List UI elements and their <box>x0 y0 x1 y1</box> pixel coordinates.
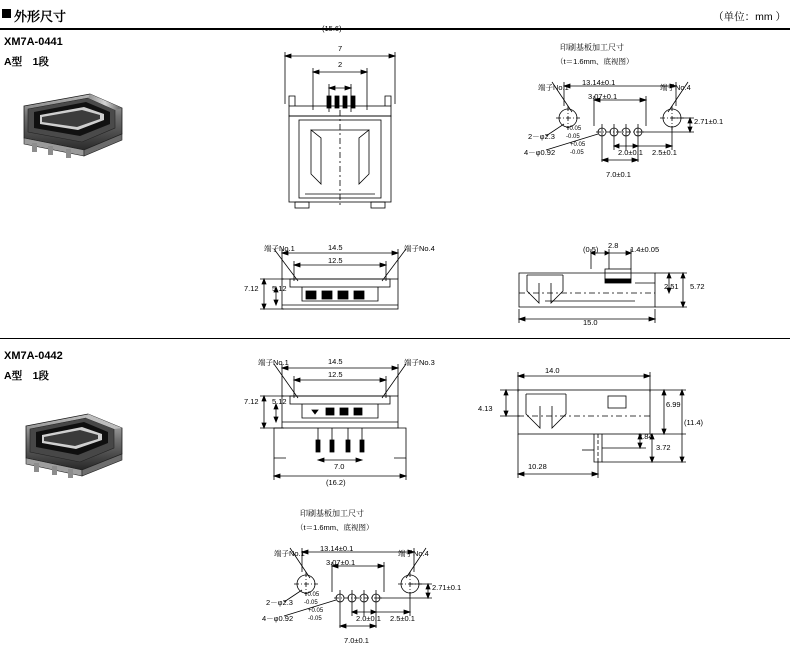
connector-photo-1 <box>18 88 128 163</box>
side-dim-5-72-1: 5.72 <box>690 282 705 291</box>
pcb-hole-small-tol-minus-2: -0.05 <box>308 616 322 622</box>
side-dim-0-5-1: (0.5) <box>583 245 599 254</box>
dim-front-1-c: 2 <box>338 60 343 69</box>
part-number-2: XM7A-0442 <box>4 350 63 362</box>
pcb-title-2: 印刷基板加工尺寸 <box>300 509 364 518</box>
pcb-label-no4-2: 端子No.4 <box>398 549 429 558</box>
top-label-no1-2: 端子No.1 <box>258 358 289 367</box>
connector-photo-2 <box>18 410 128 482</box>
pcb-dim-7-0-1: 7.0±0.1 <box>606 170 631 179</box>
pcb-dim-2-71-2: 2.71±0.1 <box>432 583 462 592</box>
pcb-subtitle-1: （t＝1.6mm、底视图） <box>556 57 634 66</box>
side-dim-3-72-2: 3.72 <box>656 443 671 452</box>
pcb-hole-small-tol-plus-1: +0.05 <box>570 142 586 148</box>
dim-front-1-a: (15.6) <box>322 24 342 33</box>
part-type-2: A型 1段 <box>4 370 49 382</box>
part-type-1: A型 1段 <box>4 56 49 68</box>
part-number-1: XM7A-0441 <box>4 36 63 48</box>
pcb-dim-2-0-2: 2.0±0.1 <box>356 614 381 623</box>
top-dim-12-5-1: 12.5 <box>328 256 343 265</box>
pcb-dim-13-14-1: 13.14±0.1 <box>582 78 616 87</box>
side-dim-6-99-2: 6.99 <box>666 400 681 409</box>
pcb-dim-7-0-2: 7.0±0.1 <box>344 636 369 645</box>
pcb-subtitle-2: （t＝1.6mm、底视图） <box>296 523 374 532</box>
pcb-hole-big-tol-plus-1: +0.05 <box>566 126 582 132</box>
pcb-dim-3-07-2: 3.07±0.1 <box>326 558 356 567</box>
top-dim-5-12-2: 5.12 <box>272 397 287 406</box>
top-dim-7-0-2: 7.0 <box>334 462 345 471</box>
square-bullet-icon <box>2 9 11 18</box>
pcb-hole-small-2: 4－φ0.92 <box>262 614 294 623</box>
pcb-dim-2-0-1: 2.0±0.1 <box>618 148 643 157</box>
unit-note: （单位：mm ） <box>713 11 786 23</box>
top-dim-14-5-2: 14.5 <box>328 357 343 366</box>
side-dim-2-51-1: 2.51 <box>664 282 679 291</box>
top-dim-7-12-1: 7.12 <box>244 284 259 293</box>
side-view-2 <box>490 358 710 493</box>
dim-front-1-b: 7 <box>338 44 343 53</box>
section-divider <box>0 338 790 339</box>
pcb-label-no4-1: 端子No.4 <box>660 83 691 92</box>
pcb-label-no1-1: 端子No.1 <box>538 83 569 92</box>
top-dim-5-12-1: 5.12 <box>272 284 287 293</box>
pcb-hole-big-tol-minus-1: -0.05 <box>566 134 580 140</box>
pcb-hole-big-1: 2－φ2.3 <box>528 132 555 141</box>
side-dim-1-4-1: 1.4±0.05 <box>630 245 660 254</box>
top-dim-7-12-2: 7.12 <box>244 397 259 406</box>
side-dim-14-0-2: 14.0 <box>545 366 560 375</box>
top-label-no1-1: 端子No.1 <box>264 244 295 253</box>
side-dim-2-84-2: 2.84 <box>638 432 653 441</box>
pcb-dim-3-07-1: 3.07±0.1 <box>588 92 618 101</box>
top-label-no3-2: 端子No.3 <box>404 358 435 367</box>
side-dim-11-4-2: (11.4) <box>684 418 704 427</box>
pcb-hole-small-tol-plus-2: +0.05 <box>308 608 324 614</box>
side-dim-10-28-2: 10.28 <box>528 462 547 471</box>
pcb-dim-2-5-2: 2.5±0.1 <box>390 614 415 623</box>
pcb-hole-big-tol-minus-2: -0.05 <box>304 600 318 606</box>
top-label-no4-1: 端子No.4 <box>404 244 435 253</box>
side-dim-15-0-1: 15.0 <box>583 318 598 327</box>
side-dim-2-8-1: 2.8 <box>608 241 619 250</box>
pcb-label-no1-2: 端子No.1 <box>274 549 305 558</box>
pcb-dim-13-14-2: 13.14±0.1 <box>320 544 354 553</box>
top-dim-14-5-1: 14.5 <box>328 243 343 252</box>
pcb-hole-big-2: 2－φ2.3 <box>266 598 293 607</box>
page-title: 外形尺寸 <box>14 9 67 24</box>
pcb-title-1: 印刷基板加工尺寸 <box>560 43 624 52</box>
top-dim-12-5-2: 12.5 <box>328 370 343 379</box>
pcb-hole-small-tol-minus-1: -0.05 <box>570 150 584 156</box>
pcb-dim-2-5-1: 2.5±0.1 <box>652 148 677 157</box>
side-dim-4-13-2: 4.13 <box>478 404 493 413</box>
page-header <box>0 6 790 30</box>
top-dim-16-2-2: (16.2) <box>326 478 346 487</box>
pcb-hole-small-1: 4－φ0.92 <box>524 148 556 157</box>
pcb-hole-big-tol-plus-2: +0.05 <box>304 592 320 598</box>
pcb-dim-2-71-1: 2.71±0.1 <box>694 117 724 126</box>
